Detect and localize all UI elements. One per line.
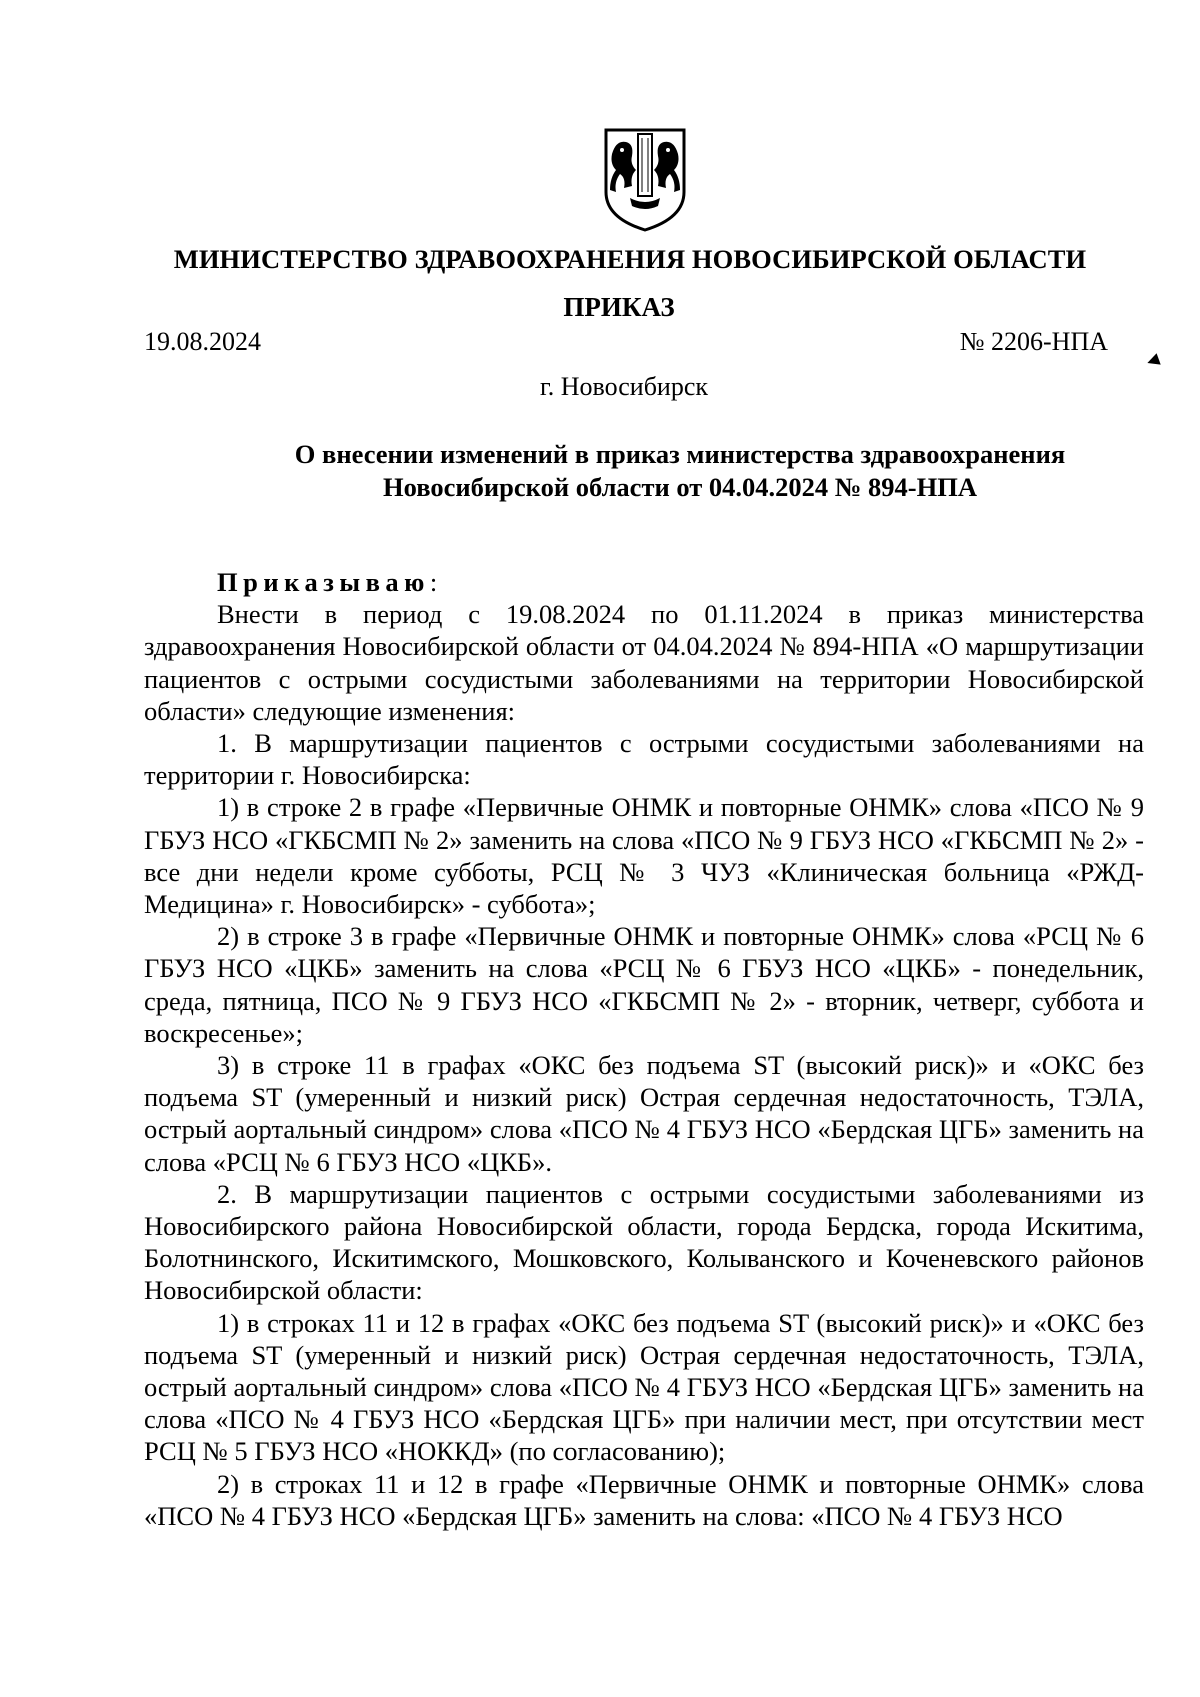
order-heading xyxy=(144,566,1144,598)
paragraph-2-2: 2) в строках 11 и 12 в графе «Первичные ОНМК и повторные ОНМК» слова «ПСО № 4 ГБУЗ НСО «Бердская ЦГБ» заменить на слова: «ПСО № 4 ГБУЗ НСО xyxy=(144,1468,1144,1531)
order-word: Приказываю xyxy=(217,567,430,597)
pointer-marker-icon xyxy=(1145,353,1160,368)
paragraph-1-3: 3) в строке 11 в графах «ОКС без подъема ST (высокий риск)» и «ОКС без подъема ST (умеренный и низкий риск) Острая сердечная недостаточность, ТЭЛА, острый аортальный синдром» слова «ПСО № 4 ГБУЗ НСО «Бердская ЦГБ» заменить на слова «РСЦ № 6 ГБУЗ НСО «ЦКБ». xyxy=(144,1050,1144,1177)
document-type: ПРИКАЗ xyxy=(563,292,675,322)
subject-line-1: О внесении изменений в приказ министерства здравоохранения xyxy=(294,439,1066,469)
document-body xyxy=(144,566,1144,1532)
document-city: г. Новосибирск xyxy=(539,372,709,401)
paragraph-1-1: 1) в строке 2 в графе «Первичные ОНМК и повторные ОНМК» слова «ПСО № 9 ГБУЗ НСО «ГКБСМП № 2» заменить на слова «ПСО № 9 ГБУЗ НСО «ГКБСМП № 2» - все дни недели кроме субботы, РСЦ № 3 ЧУЗ «Клиническая больница «РЖД-Медицина» г. Новосибирск» - суббота»; xyxy=(144,792,1144,920)
order-colon: : xyxy=(429,567,438,597)
subject-line-2: Новосибирской области от 04.04.2024 № 894-НПА xyxy=(383,472,977,502)
document-number: № 2206-НПА xyxy=(959,327,1108,356)
coat-of-arms-emblem xyxy=(600,126,690,232)
paragraph-intro: Внести в период с 19.08.2024 по 01.11.2024 в приказ министерства здравоохранения Новосибирской области от 04.04.2024 № 894-НПА «О маршрутизации пациентов с острыми сосудистыми заболеваниями на территории Новосибирской области» следующие изменения: xyxy=(144,599,1144,726)
document-date: 19.08.2024 xyxy=(144,327,261,356)
paragraph-1-2: 2) в строке 3 в графе «Первичные ОНМК и повторные ОНМК» слова «РСЦ № 6 ГБУЗ НСО «ЦКБ» заменить на слова «РСЦ № 6 ГБУЗ НСО «ЦКБ» - понедельник, среда, пятница, ПСО № 9 ГБУЗ НСО «ГКБСМП № 2» - вторник, четверг, суббота и воскресенье»; xyxy=(144,921,1144,1048)
paragraph-section-1: 1. В маршрутизации пациентов с острыми сосудистыми заболеваниями на территории г. Новосибирска: xyxy=(144,728,1144,791)
paragraph-section-2: 2. В маршрутизации пациентов с острыми сосудистыми заболеваниями из Новосибирского района Новосибирской области, города Бердска, города Искитима, Болотнинского, Искитимского, Мошковского, Колыванского и Коченевского районов Новосибирской области: xyxy=(144,1178,1144,1306)
ministry-name: МИНИСТЕРСТВО ЗДРАВООХРАНЕНИЯ НОВОСИБИРСКОЙ ОБЛАСТИ xyxy=(173,244,1087,274)
paragraph-2-1: 1) в строках 11 и 12 в графах «ОКС без подъема ST (высокий риск)» и «ОКС без подъема ST (умеренный и низкий риск) Острая сердечная недостаточность, ТЭЛА, острый аортальный синдром» слова «ПСО № 4 ГБУЗ НСО «Бердская ЦГБ» заменить на слова «ПСО № 4 ГБУЗ НСО «Бердская ЦГБ» при наличии мест, при отсутствии мест РСЦ № 5 ГБУЗ НСО «НОККД» (по согласованию); xyxy=(144,1307,1144,1467)
document-subject xyxy=(144,438,1180,504)
